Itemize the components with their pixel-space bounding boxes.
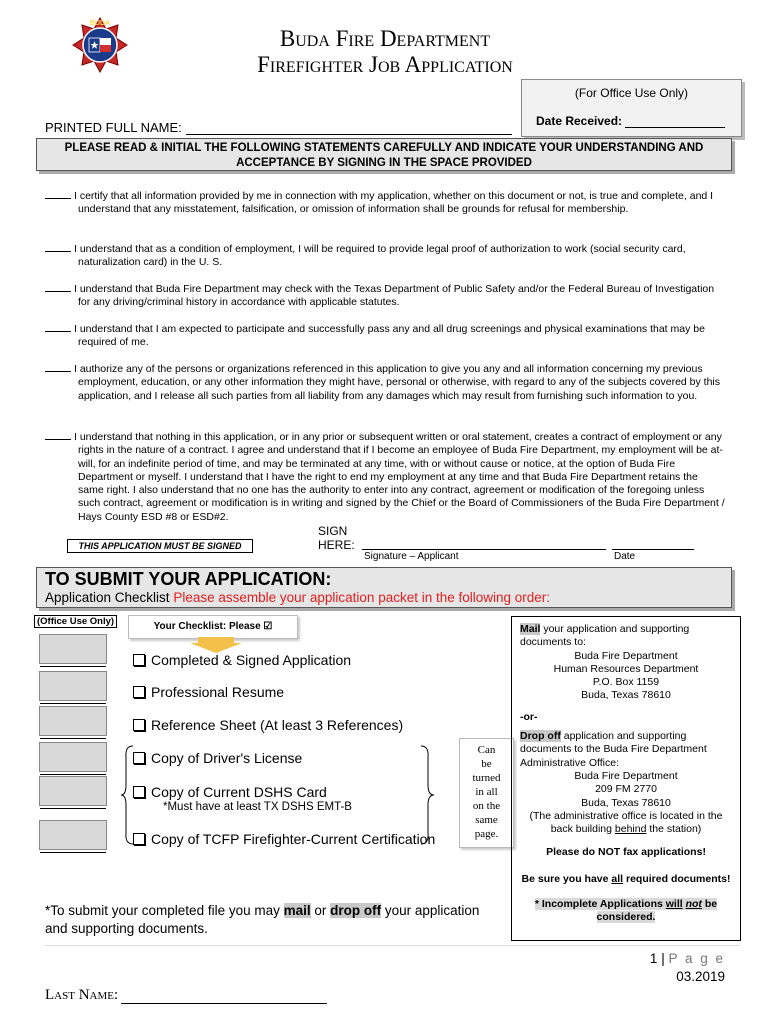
statement-4: I understand that I am expected to participate and successfully pass any and all drug screenings and physical examinations that may be required of me. xyxy=(45,322,725,350)
office-check-box[interactable] xyxy=(39,776,107,806)
date-label: Date xyxy=(614,551,636,562)
submit-heading: TO SUBMIT YOUR APPLICATION: xyxy=(45,569,332,589)
checkbox-icon[interactable] xyxy=(133,686,145,698)
printed-name-field[interactable] xyxy=(45,120,512,135)
page-title-line1: Buda Fire Department xyxy=(279,26,491,51)
checklist-item[interactable]: Completed & Signed Application xyxy=(133,652,351,668)
initial-blank-5[interactable] xyxy=(45,362,71,372)
signature-line[interactable] xyxy=(362,549,606,550)
checklist-item[interactable]: Professional Resume xyxy=(133,684,284,700)
date-line[interactable] xyxy=(612,549,694,550)
left-brace-icon xyxy=(120,745,134,850)
office-check-box[interactable] xyxy=(39,671,107,701)
initial-blank-6[interactable] xyxy=(45,430,71,440)
office-check-box[interactable] xyxy=(39,634,107,664)
submit-note: *To submit your completed file you may mail or drop off your application and supporting documents. xyxy=(45,903,480,936)
initial-blank-3[interactable] xyxy=(45,282,71,292)
footer-divider xyxy=(45,945,741,946)
sign-here-label: SIGN HERE: xyxy=(318,524,355,552)
logo-text: BUDA xyxy=(89,20,111,27)
your-checklist-header: Your Checklist: Please ☑ xyxy=(128,615,298,639)
statement-1: I certify that all information provided by me in connection with my application, whether on this document or not, is true and complete, and I understand that any misstatement, falsification, or omission of information shall be grounds for refusal for membership. xyxy=(45,189,725,217)
version-label: 03.2019 xyxy=(676,969,725,984)
statement-3: I understand that Buda Fire Department may check with the Texas Department of Public Safety and/or the Federal Bureau of Investigation for any driving/criminal history in accordance with applicable statutes. xyxy=(45,282,725,310)
same-page-note: Can be turned in all on the same page. xyxy=(459,738,514,848)
statement-5: I authorize any of the persons or organizations referenced in this application to give you any and all information concerning my previous employment, education, or any other information they might have, personal or otherwise, with regard to any of the subjects covered by this application, and I release all such parties from all liability from any damages which may result from furnishing such information to you. xyxy=(45,362,725,403)
must-be-signed-label: THIS APPLICATION MUST BE SIGNED xyxy=(67,539,253,553)
page-title-line2: Firefighter Job Application xyxy=(257,52,513,77)
instructions-banner: PLEASE READ & INITIAL THE FOLLOWING STATEMENTS CAREFULLY AND INDICATE YOUR UNDERSTANDING AND ACCEPTANCE BY SIGNING IN THE SPACE PROVIDED xyxy=(36,138,732,171)
office-use-only-label: (Office Use Only) xyxy=(34,615,117,628)
checklist-item[interactable]: Copy of Current DSHS Card xyxy=(133,784,327,800)
printed-name-label: PRINTED FULL NAME: xyxy=(45,120,182,135)
office-use-label: (For Office Use Only) xyxy=(574,86,689,100)
statement-2: I understand that as a condition of employment, I will be required to provide legal proof of authorization to work (social security card, naturalization card) in the U. S. xyxy=(45,242,725,270)
checklist-item[interactable]: Copy of Driver's License xyxy=(133,750,302,766)
checklist-item[interactable]: Copy of TCFP Firefighter-Current Certification xyxy=(133,831,435,847)
initial-blank-1[interactable] xyxy=(45,189,71,199)
initial-blank-2[interactable] xyxy=(45,242,71,252)
office-check-box[interactable] xyxy=(39,820,107,850)
submit-banner xyxy=(36,567,732,608)
statement-6: I understand that nothing in this application, or in any prior or subsequent written or oral statement, creates a contract of employment or any rights in the nature of a contract. I agree and understand that if I become an employee of Buda Fire Department, my employment will be at-will, for an indefinite period of time, and may be terminated at any time, with or without cause or notice, at the option of Buda Fire Department or myself. I understand that I have the right to end my employment at any time and that Buda Fire Department retains the same right. I also understand that no one has the authority to enter into any contract, agreement or modification of the foregoing unless such contract, agreement or modification is in writing and signed by the Chief or the Board of Commissioners of the Buda Fire Department / Hays County ESD #8 or ESD#2. xyxy=(45,430,725,524)
office-check-box[interactable] xyxy=(39,742,107,772)
checkbox-icon[interactable] xyxy=(133,752,145,764)
checkbox-icon[interactable] xyxy=(133,833,145,845)
checklist-item[interactable]: Reference Sheet (At least 3 References) xyxy=(133,717,403,733)
date-received-field[interactable]: Date Received: xyxy=(536,114,741,128)
signature-label: Signature – Applicant xyxy=(364,551,459,562)
right-brace-icon xyxy=(420,745,450,850)
checklist-subheading: Application Checklist Please assemble your application packet in the following order: xyxy=(45,590,551,605)
checkbox-icon[interactable] xyxy=(133,654,145,666)
page-number: 1 | P a g e xyxy=(649,951,725,966)
dshs-note: *Must have at least TX DSHS EMT-B xyxy=(163,801,352,813)
checkbox-icon[interactable] xyxy=(133,786,145,798)
last-name-field[interactable]: Last Name: xyxy=(45,987,327,1004)
checkbox-icon[interactable] xyxy=(133,719,145,731)
office-use-box xyxy=(521,79,742,137)
office-check-box[interactable] xyxy=(39,706,107,736)
initial-blank-4[interactable] xyxy=(45,322,71,332)
submission-instructions-box: Mail your application and supporting documents to: Buda Fire Department Human Resources Department P.O. Box 1159 Buda, Texas 78610 -or- Drop off application and supporting documents to the Buda Fire Department Administrative Office: Buda Fire Department 209 FM 2770 Buda, Texas 78610 (The administrative office is located in the back building behind the station) Please do NOT fax applications! Be sure you have all required documents! * Incomplete Applications will not be considered. xyxy=(511,616,741,941)
